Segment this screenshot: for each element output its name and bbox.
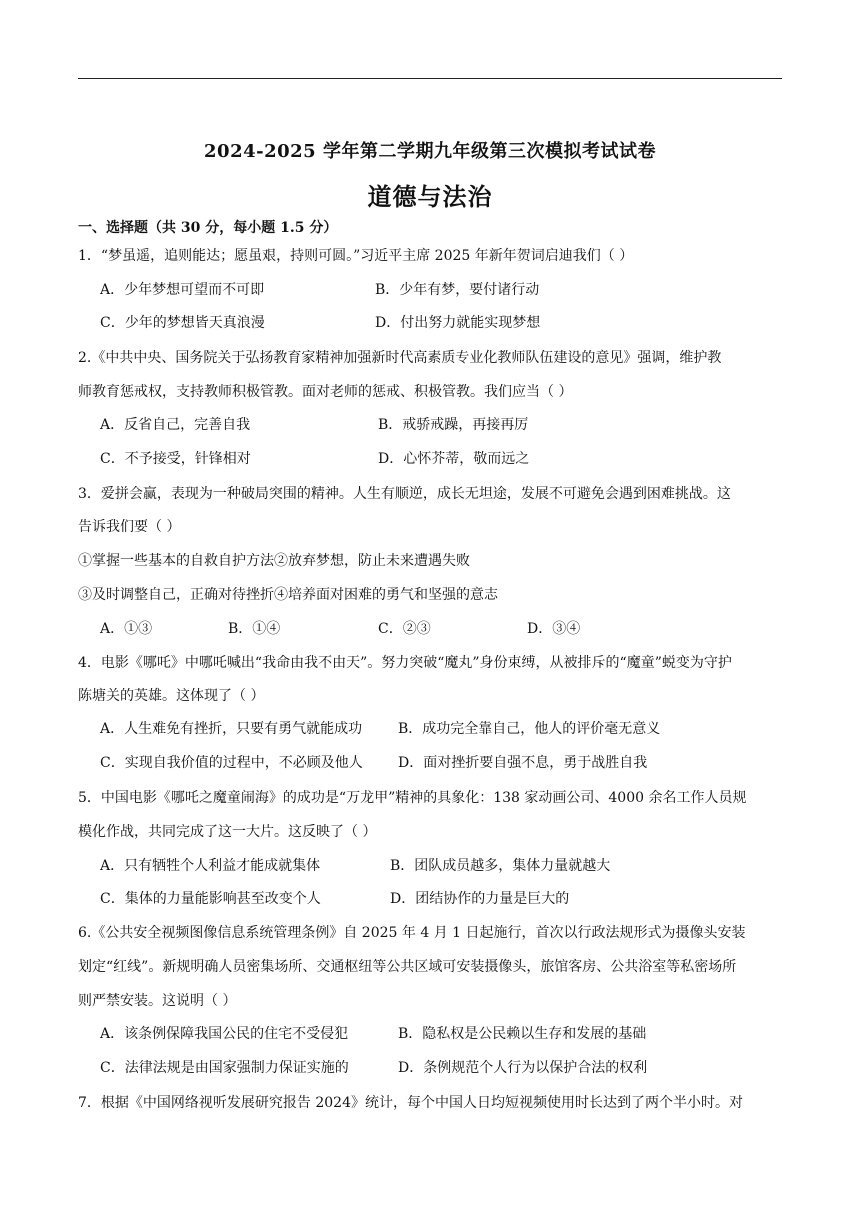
question-7-stem-line-1: 7．根据《中国网络视听发展研究报告 2024》统计，每个中国人日均短视频使用时长达到了两个半小时。对 — [78, 1095, 743, 1111]
q2-option-d[interactable]: D．心怀芥蒂，敬而远之 — [378, 451, 530, 467]
q3-option-d[interactable]: D．③④ — [527, 621, 581, 637]
q2-option-a[interactable]: A．反省自己，完善自我 — [100, 417, 251, 433]
question-6-stem-line-3: 则严禁安装。这说明（ ） — [78, 993, 237, 1009]
q5-option-a[interactable]: A．只有牺牲个人利益才能成就集体 — [100, 858, 321, 874]
header-rule — [78, 78, 782, 79]
question-2-stem-line-2: 师教育惩戒权，支持教师积极管教。面对老师的惩戒、积极管教。我们应当（ ） — [78, 384, 573, 400]
question-1-stem: 1．“梦虽遥，追则能达；愿虽艰，持则可圆。”习近平主席 2025 年新年贺词启迪我们（ ） — [78, 248, 634, 264]
q4-option-c[interactable]: C．实现自我价值的过程中，不必顾及他人 — [100, 755, 363, 771]
q3-option-b[interactable]: B．①④ — [228, 621, 281, 637]
subject-title: 道德与法治 — [367, 182, 493, 211]
q1-option-a[interactable]: A．少年梦想可望而不可即 — [100, 282, 265, 298]
q5-option-b[interactable]: B．团队成员越多，集体力量就越大 — [390, 858, 611, 874]
q4-option-b[interactable]: B．成功完全靠自己，他人的评价毫无意义 — [398, 721, 661, 737]
question-3-statements-line-2: ③及时调整自己，正确对待挫折④培养面对困难的勇气和坚强的意志 — [78, 587, 498, 603]
question-4-stem-line-1: 4．电影《哪吒》中哪吒喊出“我命由我不由天”。努力突破“魔丸”身份束缚，从被排斥的“魔童”蜕变为守护 — [78, 655, 732, 671]
q6-option-b[interactable]: B．隐私权是公民赖以生存和发展的基础 — [398, 1026, 647, 1042]
q4-option-d[interactable]: D．面对挫折要自强不息，勇于战胜自我 — [398, 755, 648, 771]
q3-option-a[interactable]: A．①③ — [100, 621, 153, 637]
question-5-stem-line-2: 模化作战，共同完成了这一大片。这反映了（ ） — [78, 824, 377, 840]
q3-option-c[interactable]: C．②③ — [378, 621, 431, 637]
question-6-stem-line-2: 划定“红线”。新规明确人员密集场所、交通枢纽等公共区域可安装摄像头，旅馆客房、公共浴室等私密场所 — [78, 959, 737, 975]
q6-option-c[interactable]: C．法律法规是由国家强制力保证实施的 — [100, 1060, 349, 1076]
question-2-stem-line-1: 2.《中共中央、国务院关于弘扬教育家精神加强新时代高素质专业化教师队伍建设的意见》强调，维护教 — [78, 350, 722, 366]
q4-option-a[interactable]: A．人生难免有挫折，只要有勇气就能成功 — [100, 721, 363, 737]
question-6-stem-line-1: 6.《公共安全视频图像信息系统管理条例》自 2025 年 4 月 1 日起施行，首次以行政法规形式为摄像头安装 — [78, 925, 746, 941]
q6-option-a[interactable]: A．该条例保障我国公民的住宅不受侵犯 — [100, 1026, 349, 1042]
q2-option-b[interactable]: B．戒骄戒躁，再接再厉 — [378, 417, 529, 433]
question-3-statements-line-1: ①掌握一些基本的自救自护方法②放弃梦想，防止未来遭遇失败 — [78, 553, 470, 569]
q1-option-b[interactable]: B．少年有梦，要付诸行动 — [375, 282, 540, 298]
q1-option-d[interactable]: D．付出努力就能实现梦想 — [375, 315, 541, 331]
question-5-stem-line-1: 5．中国电影《哪吒之魔童闹海》的成功是“万龙甲”精神的具象化：138 家动画公司、4000 余名工作人员规 — [78, 790, 747, 806]
question-3-stem-line-1: 3．爱拼会赢，表现为一种破局突围的精神。人生有顺逆，成长无坦途，发展不可避免会遇到困难挑战。这 — [78, 486, 731, 502]
q1-option-c[interactable]: C．少年的梦想皆天真浪漫 — [100, 315, 265, 331]
question-3-stem-line-2: 告诉我们要（ ） — [78, 519, 181, 535]
question-4-stem-line-2: 陈塘关的英雄。这体现了（ ） — [78, 688, 265, 704]
exam-title: 2024-2025 学年第二学期九年级第三次模拟考试试卷 — [204, 141, 656, 162]
q6-option-d[interactable]: D．条例规范个人行为以保护合法的权利 — [398, 1060, 648, 1076]
section-heading: 一、选择题（共 30 分，每小题 1.5 分） — [78, 220, 338, 236]
q5-option-d[interactable]: D．团结协作的力量是巨大的 — [390, 891, 570, 907]
q5-option-c[interactable]: C．集体的力量能影响甚至改变个人 — [100, 891, 321, 907]
q2-option-c[interactable]: C．不予接受，针锋相对 — [100, 451, 251, 467]
